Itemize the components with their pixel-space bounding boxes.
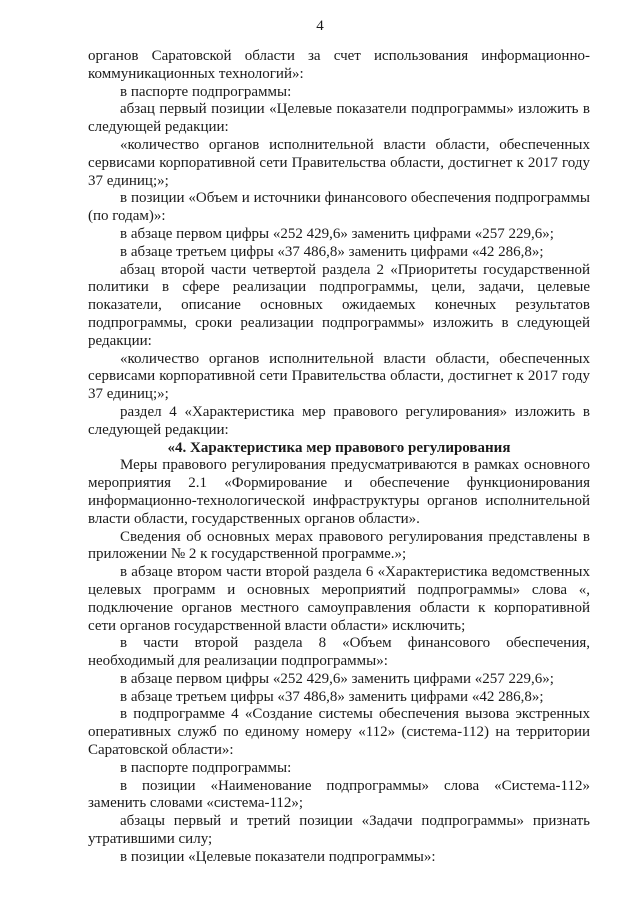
paragraph: в позиции «Целевые показатели подпрограммы»:: [120, 848, 436, 865]
paragraph: абзацы первый и третий позиции «Задачи подпрограммы» признать утратившими силу;: [88, 813, 590, 848]
paragraph: в паспорте подпрограммы:: [120, 83, 292, 100]
paragraph: «количество органов исполнительной власти области, обеспеченных сервисами корпоративной сети Правительства области, достигнет к 2017 году 37 единиц;»;: [88, 350, 590, 403]
paragraph: в позиции «Наименование подпрограммы» слова «Система-112» заменить словами «система-112»;: [88, 777, 590, 812]
paragraph: в абзаце третьем цифры «37 486,8» заменить цифрами «42 286,8»;: [120, 688, 544, 705]
paragraph: абзац второй части четвертой раздела 2 «Приоритеты государственной политики в сфере реализации подпрограммы, цели, задачи, целевые показатели, описание основных ожидаемых конечных результатов подпрограммы, сроки реализации подпрограммы» изложить в следующей редакции:: [88, 261, 590, 349]
paragraph: в абзаце первом цифры «252 429,6» заменить цифрами «257 229,6»;: [120, 670, 554, 687]
document-body: [88, 48, 590, 867]
paragraph: в части второй раздела 8 «Объем финансового обеспечения, необходимый для реализации подпрограммы»:: [88, 635, 590, 670]
paragraph: в абзаце втором части второй раздела 6 «Характеристика ведомственных целевых программ и основных мероприятий подпрограммы» слова «, подключение органов местного самоуправления области к корпоративной сети органов государственной власти области» исключить;: [88, 564, 590, 634]
page-number: 4: [316, 18, 324, 34]
section-heading: «4. Характеристика мер правового регулирования: [167, 439, 511, 456]
paragraph: раздел 4 «Характеристика мер правового регулирования» изложить в следующей редакции:: [88, 403, 590, 438]
paragraph: в абзаце третьем цифры «37 486,8» заменить цифрами «42 286,8»;: [120, 243, 544, 260]
paragraph: Сведения об основных мерах правового регулирования представлены в приложении № 2 к государственной программе.»;: [88, 528, 590, 563]
paragraph: Меры правового регулирования предусматриваются в рамках основного мероприятия 2.1 «Формирование и обеспечение функционирования информационно-технологической инфраструктуры органов исполнительной власти области, государственных органов области».: [88, 457, 590, 527]
paragraph: органов Саратовской области за счет использования информационно-коммуникационных технологий»:: [88, 48, 590, 82]
paragraph: в подпрограмме 4 «Создание системы обеспечения вызова экстренных оперативных служб по единому номеру «112» (система-112) на территории Саратовской области»:: [88, 706, 590, 759]
paragraph: в позиции «Объем и источники финансового обеспечения подпрограммы (по годам)»:: [88, 190, 590, 225]
paragraph: абзац первый позиции «Целевые показатели подпрограммы» изложить в следующей редакции:: [88, 101, 590, 136]
paragraph: в паспорте подпрограммы:: [120, 759, 292, 776]
paragraph: «количество органов исполнительной власти области, обеспеченных сервисами корпоративной сети Правительства области, достигнет к 2017 году 37 единиц;»;: [88, 136, 590, 189]
paragraph: в абзаце первом цифры «252 429,6» заменить цифрами «257 229,6»;: [120, 225, 554, 242]
